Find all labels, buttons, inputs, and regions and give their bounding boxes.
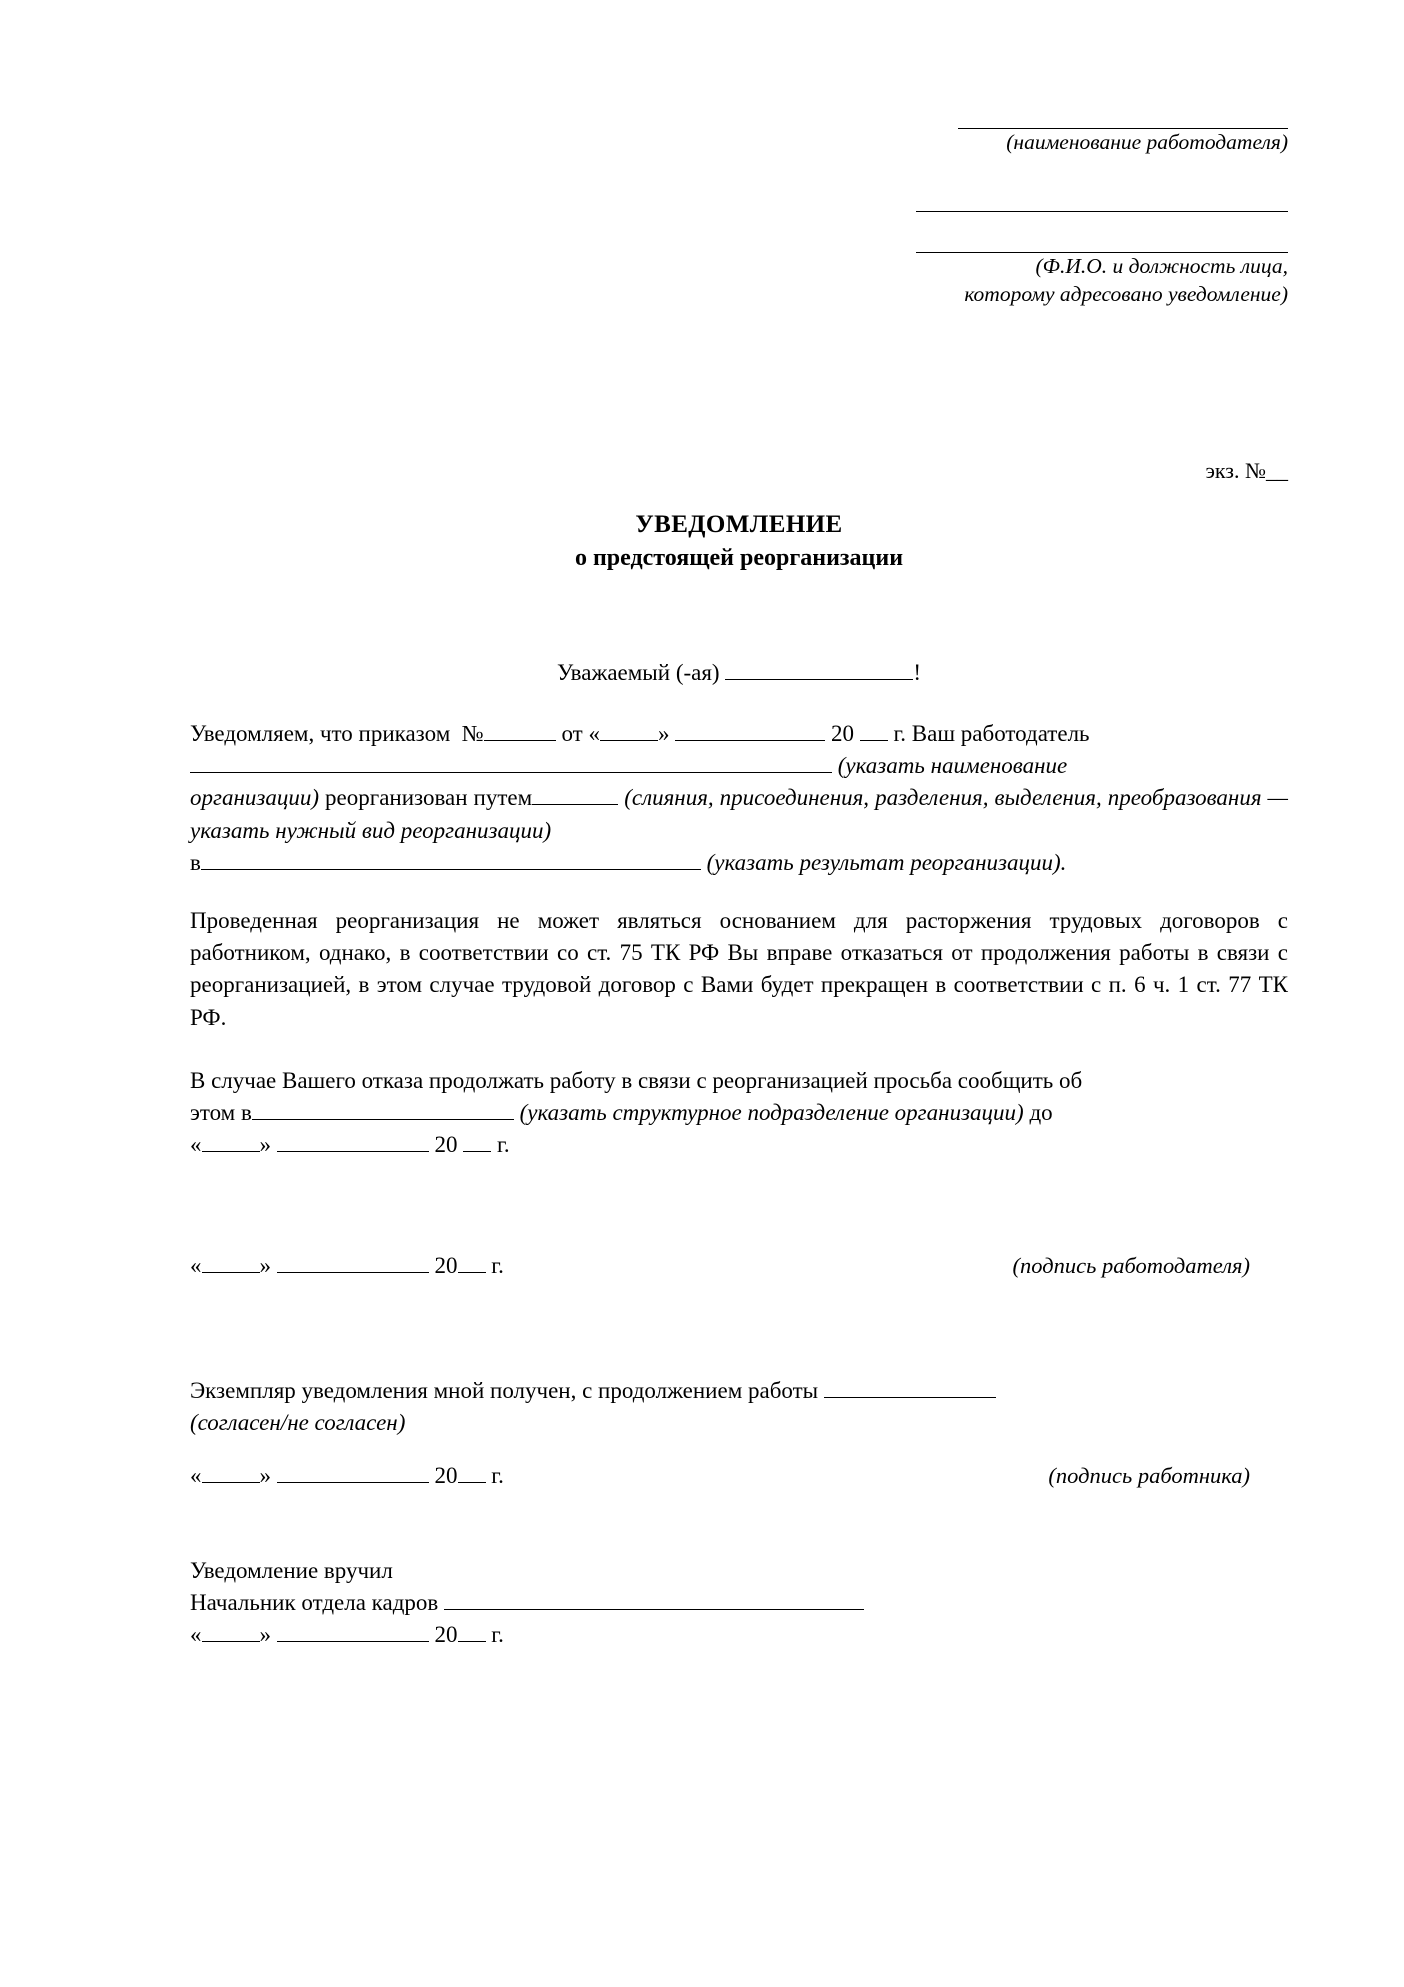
p3-quote-close: » (259, 1132, 271, 1158)
addressee-header-block (858, 128, 1288, 309)
handover-month-blank[interactable] (277, 1619, 429, 1642)
receipt-line2: (согласен/не согласен) (190, 1410, 406, 1436)
deadline-month-blank[interactable] (277, 1129, 429, 1152)
addressee-caption-line-2: которому адресовано уведомление) (964, 281, 1288, 306)
handover-block (190, 1555, 1288, 1652)
salutation-name-blank[interactable] (725, 655, 913, 680)
p3-year-prefix: 20 (434, 1132, 458, 1158)
paragraph-legal-basis (190, 905, 1288, 1034)
paragraph1-line1 (190, 718, 1288, 750)
p3-quote-open: « (190, 1132, 202, 1158)
salutation-prefix: Уважаемый (-ая) (556, 660, 720, 685)
handover-title: Уведомление вручил (190, 1558, 393, 1583)
employer-sign-month-blank[interactable] (277, 1250, 429, 1273)
receipt-consent-blank[interactable] (824, 1375, 996, 1398)
salutation-line (190, 655, 1288, 686)
p1-seg-from: от « (561, 721, 600, 746)
p1-seg-year-prefix: 20 (830, 721, 854, 746)
paragraph3-deadline-date (190, 1129, 1288, 1161)
p1-seg-employer-tail: г. Ваш работодатель (893, 721, 1090, 746)
employer-signature-row (190, 1250, 1288, 1279)
foot-quote-open: « (190, 1622, 202, 1648)
p1-note-specify-name: (указать наименование (837, 753, 1068, 779)
p1-seg-quote-close: » (657, 721, 670, 746)
p1-seg-notify: Уведомляем, что приказом (190, 721, 451, 746)
employee-signature-row (190, 1460, 1288, 1489)
employer-signature-date (190, 1250, 504, 1279)
receipt-acknowledgement (190, 1375, 1288, 1439)
deadline-year-blank[interactable] (463, 1129, 491, 1152)
deadline-day-blank[interactable] (202, 1129, 260, 1152)
reorganization-result-blank[interactable] (201, 847, 701, 870)
paragraph2-text: Проведенная реорганизация не может являться основанием для расторжения трудовых договоров с работником, однако, в соответствии со ст. 75 ТК РФ Вы вправе отказаться от продолжения работы в связи с реорганизацией, в этом случае трудовой договор с Вами будет прекращен в соответствии с п. 6 ч. 1 ст. 77 ТК РФ. (190, 908, 1288, 1030)
employer-sign-day-blank[interactable] (202, 1250, 260, 1273)
emp-year-suffix: г. (491, 1253, 504, 1278)
empl-quote-open: « (190, 1463, 202, 1488)
handover-position-row (190, 1587, 1288, 1619)
p1-note-reorganization-types: (слияния, присоединения, разделения, выделения, преобразования — указать нужный вид реорганизации) (190, 785, 1289, 843)
employee-sign-month-blank[interactable] (277, 1460, 429, 1483)
salutation-suffix: ! (913, 660, 922, 685)
p1-seg-reorganized-by: реорганизован путем (325, 785, 533, 811)
p3-seg-do: до (1029, 1100, 1053, 1126)
foot-year-prefix: 20 (434, 1622, 458, 1648)
p1-note-specify-result: (указать результат реорганизации). (706, 849, 1067, 875)
structural-unit-blank[interactable] (252, 1097, 514, 1120)
p3-note-structural-unit: (указать структурное подразделение организации) (519, 1100, 1024, 1126)
paragraph1-line3 (190, 782, 1288, 846)
paragraph-order-reorganization (190, 718, 1288, 879)
emp-year-prefix: 20 (434, 1253, 458, 1278)
handover-day-blank[interactable] (202, 1619, 260, 1642)
paragraph3-line1: В случае Вашего отказа продолжать работу в связи с реорганизацией просьба сообщить об (190, 1068, 1083, 1093)
paragraph-refusal-notice (190, 1065, 1288, 1162)
addressee-caption-line-1: (Ф.И.О. и должность лица, (1035, 253, 1288, 278)
foot-year-suffix: г. (491, 1622, 504, 1648)
foot-quote-close: » (259, 1622, 271, 1648)
p1-seg-in: в (190, 849, 201, 875)
p3-year-suffix: г. (497, 1132, 510, 1158)
paragraph3-line2 (190, 1097, 1288, 1129)
receipt-line1 (190, 1375, 1288, 1407)
page-title: УВЕДОМЛЕНИЕ (635, 511, 843, 538)
employee-signature-date (190, 1460, 504, 1489)
employee-sign-day-blank[interactable] (202, 1460, 260, 1483)
p3-seg-etom-v: этом в (190, 1100, 252, 1126)
document-sheet (190, 0, 1288, 1987)
organization-name-blank[interactable] (190, 750, 832, 773)
page-subtitle: о предстоящей реорганизации (574, 544, 904, 571)
document-title-block (190, 508, 1288, 574)
order-year-blank[interactable] (860, 718, 888, 741)
paragraph1-line4 (190, 847, 1288, 879)
employee-sign-year-blank[interactable] (458, 1460, 486, 1483)
paragraph1-line2 (190, 750, 1288, 782)
handover-signature-blank[interactable] (444, 1587, 864, 1610)
handover-date-row (190, 1619, 1288, 1651)
emp-quote-close: » (259, 1253, 271, 1278)
empl-quote-close: » (259, 1463, 271, 1488)
receipt-text: Экземпляр уведомления мной получен, с продолжением работы (190, 1378, 819, 1403)
p1-seg-number-sign: № (461, 721, 484, 746)
employee-signature-label: (подпись работника) (1048, 1463, 1250, 1488)
employer-signature-label: (подпись работодателя) (1012, 1253, 1250, 1278)
p1-note-organization-tail: организации) (190, 785, 320, 811)
order-month-blank[interactable] (675, 718, 825, 741)
handover-year-blank[interactable] (458, 1619, 486, 1642)
employer-name-caption: (наименование работодателя) (1006, 130, 1288, 154)
handover-position: Начальник отдела кадров (190, 1590, 439, 1616)
empl-year-suffix: г. (491, 1463, 504, 1488)
copy-number-label[interactable]: экз. №__ (1205, 458, 1288, 483)
order-day-blank[interactable] (600, 718, 658, 741)
employer-sign-year-blank[interactable] (458, 1250, 486, 1273)
emp-quote-open: « (190, 1253, 202, 1278)
empl-year-prefix: 20 (434, 1463, 458, 1488)
reorganization-type-blank[interactable] (532, 782, 618, 805)
order-number-blank[interactable] (484, 718, 556, 741)
